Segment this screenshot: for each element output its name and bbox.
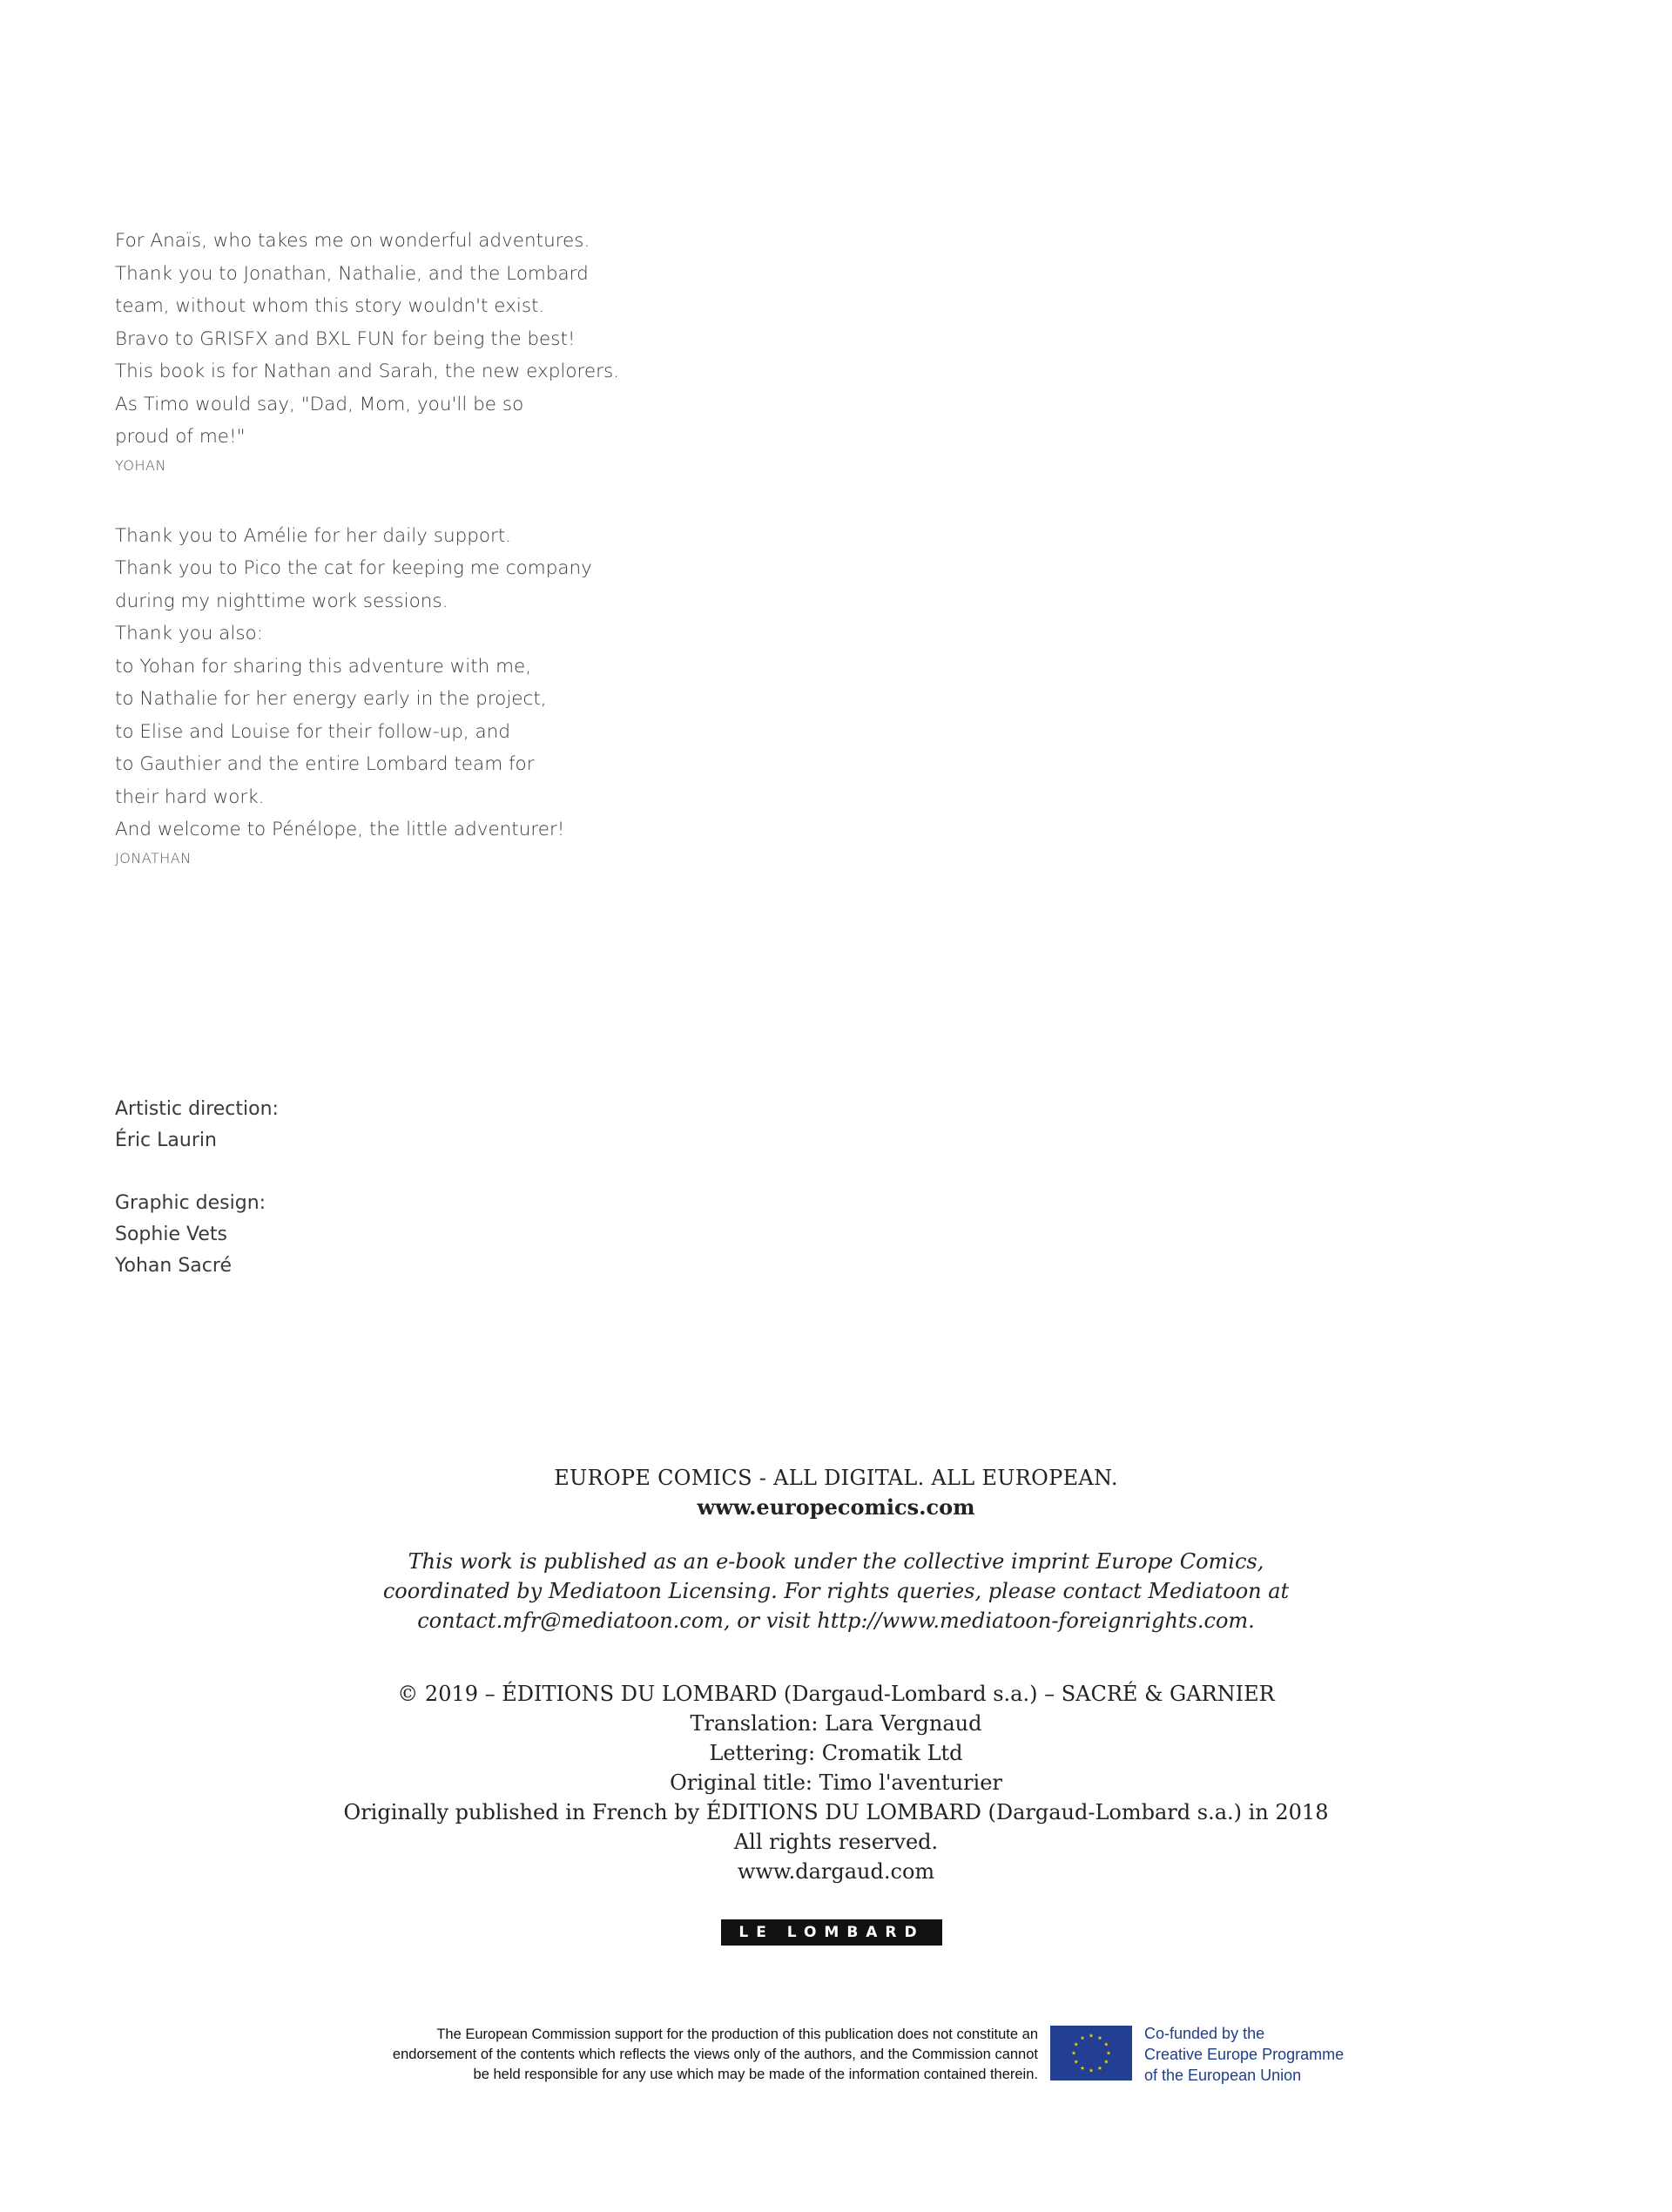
- signature-jonathan: JONATHAN: [115, 849, 192, 867]
- signature-yohan: YOHAN: [115, 456, 166, 474]
- dedications-block: [115, 225, 742, 869]
- dedication-line: their hard work.: [115, 786, 265, 808]
- dedication-line: Thank you to Amélie for her daily support.: [115, 524, 512, 547]
- dedication-yohan: [115, 225, 742, 476]
- graphic-design-name: Sophie Vets: [115, 1224, 227, 1245]
- dedication-line: This book is for Nathan and Sarah, the new explorers.: [115, 361, 619, 382]
- disclaimer-line: be held responsible for any use which may be made of the information contained therein.: [473, 2067, 1038, 2082]
- dedication-line: team, without whom this story wouldn't exist.: [115, 295, 545, 317]
- dedication-line: Thank you also:: [115, 623, 263, 644]
- dedication-jonathan: [115, 520, 742, 869]
- dedication-line: Bravo to GRISFX and BXL FUN for being the best!: [115, 327, 576, 350]
- rights-line: All rights reserved.: [733, 1830, 939, 1854]
- cofunded-line: Co-funded by the: [1144, 2025, 1265, 2042]
- dargaud-website[interactable]: www.dargaud.com: [737, 1859, 935, 1884]
- dedication-line: For Anaïs, who takes me on wonderful adventures.: [115, 230, 590, 252]
- imprint-block: [0, 1463, 1672, 1886]
- disclaimer-line: endorsement of the contents which reflects the views only of the authors, and the Commission cannot: [392, 2047, 1038, 2062]
- legal-notice: [0, 1679, 1672, 1886]
- dedication-line: to Gauthier and the entire Lombard team for: [115, 753, 535, 775]
- eu-flag-icon: [1050, 2026, 1132, 2080]
- spacer: [115, 1157, 279, 1188]
- artistic-direction-name: Éric Laurin: [115, 1130, 217, 1151]
- cofunded-by-eu: [1144, 2023, 1344, 2086]
- dedication-line: And welcome to Pénélope, the little adventurer!: [115, 819, 565, 840]
- dedication-line: As Timo would say, "Dad, Mom, you'll be so: [115, 393, 524, 415]
- dedication-line: Thank you to Pico the cat for keeping me company: [115, 557, 592, 579]
- artistic-direction-label: Artistic direction:: [115, 1098, 279, 1120]
- dedication-line: during my nighttime work sessions.: [115, 590, 448, 612]
- le-lombard-logo: LE LOMBARD: [721, 1919, 942, 1946]
- lettering-line: Lettering: Cromatik Ltd: [709, 1741, 963, 1765]
- publishing-notice: [0, 1547, 1672, 1635]
- europe-comics-headline: EUROPE COMICS - ALL DIGITAL. ALL EUROPEAN.: [554, 1466, 1118, 1490]
- dedication-line: to Yohan for sharing this adventure with me,: [115, 655, 532, 678]
- credits-block: [115, 1094, 279, 1282]
- spacer: [115, 476, 742, 520]
- translation-line: Translation: Lara Vergnaud: [690, 1711, 982, 1736]
- dedication-line: Thank you to Jonathan, Nathalie, and the Lombard: [115, 262, 589, 285]
- graphic-design-label: Graphic design:: [115, 1192, 266, 1214]
- cofunded-line: Creative Europe Programme: [1144, 2046, 1345, 2063]
- europe-comics-website[interactable]: www.europecomics.com: [697, 1494, 975, 1520]
- eu-disclaimer: [393, 2025, 1038, 2085]
- dedication-line: proud of me!": [115, 426, 246, 448]
- notice-line: contact.mfr@mediatoon.com, or visit http://www.mediatoon-foreignrights.com.: [417, 1608, 1255, 1633]
- notice-line: This work is published as an e-book under the collective imprint Europe Comics,: [408, 1549, 1264, 1574]
- notice-line: coordinated by Mediatoon Licensing. For rights queries, please contact Mediatoon at: [382, 1579, 1290, 1603]
- disclaimer-line: The European Commission support for the production of this publication does not constitute an: [436, 2027, 1038, 2042]
- cofunded-line: of the European Union: [1144, 2067, 1302, 2084]
- dedication-line: to Nathalie for her energy early in the project,: [115, 688, 547, 710]
- original-publication-line: Originally published in French by ÉDITIONS DU LOMBARD (Dargaud-Lombard s.a.) in 2018: [343, 1800, 1329, 1824]
- dedication-line: to Elise and Louise for their follow-up, and: [115, 720, 510, 743]
- copyright-line: © 2019 – ÉDITIONS DU LOMBARD (Dargaud-Lombard s.a.) – SACRÉ & GARNIER: [397, 1682, 1275, 1706]
- graphic-design-name: Yohan Sacré: [115, 1255, 232, 1277]
- original-title-line: Original title: Timo l'aventurier: [670, 1770, 1002, 1795]
